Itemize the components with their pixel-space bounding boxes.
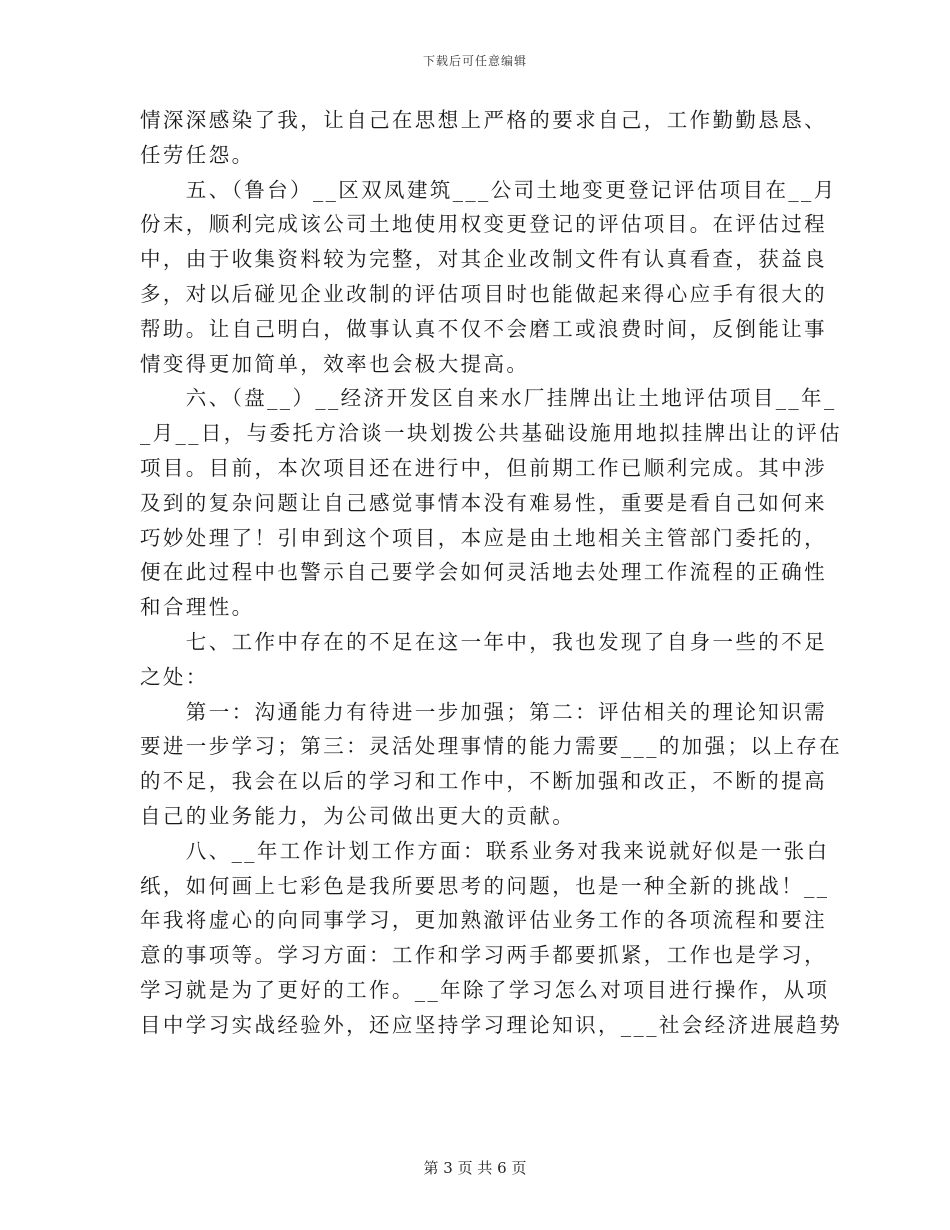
text-line: 纸，如何画上七彩色是我所要思考的问题，也是一种全新的挑战！__ bbox=[140, 873, 830, 898]
text-line: 便在此过程中也警示自己要学会如何灵活地去处理工作流程的正确性 bbox=[140, 560, 827, 585]
text-line: 项目。目前，本次项目还在进行中，但前期工作已顺利完成。其中涉 bbox=[140, 455, 827, 480]
text-line: 的不足，我会在以后的学习和工作中，不断加强和改正，不断的提高 bbox=[140, 769, 827, 794]
text-line: 意的事项等。学习方面：工作和学习两手都要抓紧，工作也是学习， bbox=[140, 943, 827, 968]
page-header: 下载后可任意编辑 bbox=[422, 54, 527, 68]
text-line: 七、工作中存在的不足在这一年中，我也发现了自身一些的不足 bbox=[140, 629, 827, 654]
text-line: 帮助。让自己明白，做事认真不仅不会磨工或浪费时间，反倒能让事 bbox=[140, 316, 827, 341]
text-line: 多，对以后碰见企业改制的评估项目时也能做起来得心应手有很大的 bbox=[140, 281, 827, 306]
text-line: _月__日，与委托方洽谈一块划拨公共基础设施用地拟挂牌出让的评估 bbox=[140, 421, 843, 446]
text-line: 任劳任怨。 bbox=[140, 142, 255, 167]
body-text bbox=[140, 103, 843, 1043]
text-line: 及到的复杂问题让自己感觉事情本没有难易性，重要是看自己如何来 bbox=[140, 490, 827, 515]
text-line: 之处： bbox=[140, 664, 209, 689]
text-line: 和合理性。 bbox=[140, 595, 255, 620]
text-line: 第一：沟通能力有待进一步加强；第二：评估相关的理论知识需 bbox=[140, 699, 827, 724]
page-footer: 第 3 页 共 6 页 bbox=[423, 1159, 527, 1177]
text-line: 情变得更加简单，效率也会极大提高。 bbox=[140, 351, 530, 376]
text-line: 巧妙处理了！引申到这个项目，本应是由土地相关主管部门委托的， bbox=[140, 525, 827, 550]
text-line: 年我将虚心的向同事学习，更加熟澈评估业务工作的各项流程和要注 bbox=[140, 908, 827, 933]
text-line: 要进一步学习；第三：灵活处理事情的能力需要___的加强；以上存在 bbox=[140, 734, 843, 759]
text-line: 学习就是为了更好的工作。__年除了学习怎么对项目进行操作，从项 bbox=[140, 977, 830, 1002]
text-line: 六、（盘__）__经济开发区自来水厂挂牌出让土地评估项目__年_ bbox=[140, 386, 837, 411]
text-line: 份末，顺利完成该公司土地使用权变更登记的评估项目。在评估过程 bbox=[140, 212, 827, 237]
text-line: 中，由于收集资料较为完整，对其企业改制文件有认真看查，获益良 bbox=[140, 247, 827, 272]
text-line: 目中学习实战经验外，还应坚持学习理论知识，___社会经济进展趋势 bbox=[140, 1012, 843, 1037]
text-line: 八、__年工作计划工作方面：联系业务对我来说就好似是一张白 bbox=[140, 838, 830, 863]
text-line: 五、（鲁台）__区双凤建筑___公司土地变更登记评估项目在__月 bbox=[140, 177, 837, 202]
text-line: 情深深感染了我，让自己在思想上严格的要求自己，工作勤勤恳恳、 bbox=[140, 108, 827, 132]
text-line: 自己的业务能力，为公司做出更大的贡献。 bbox=[140, 803, 576, 828]
